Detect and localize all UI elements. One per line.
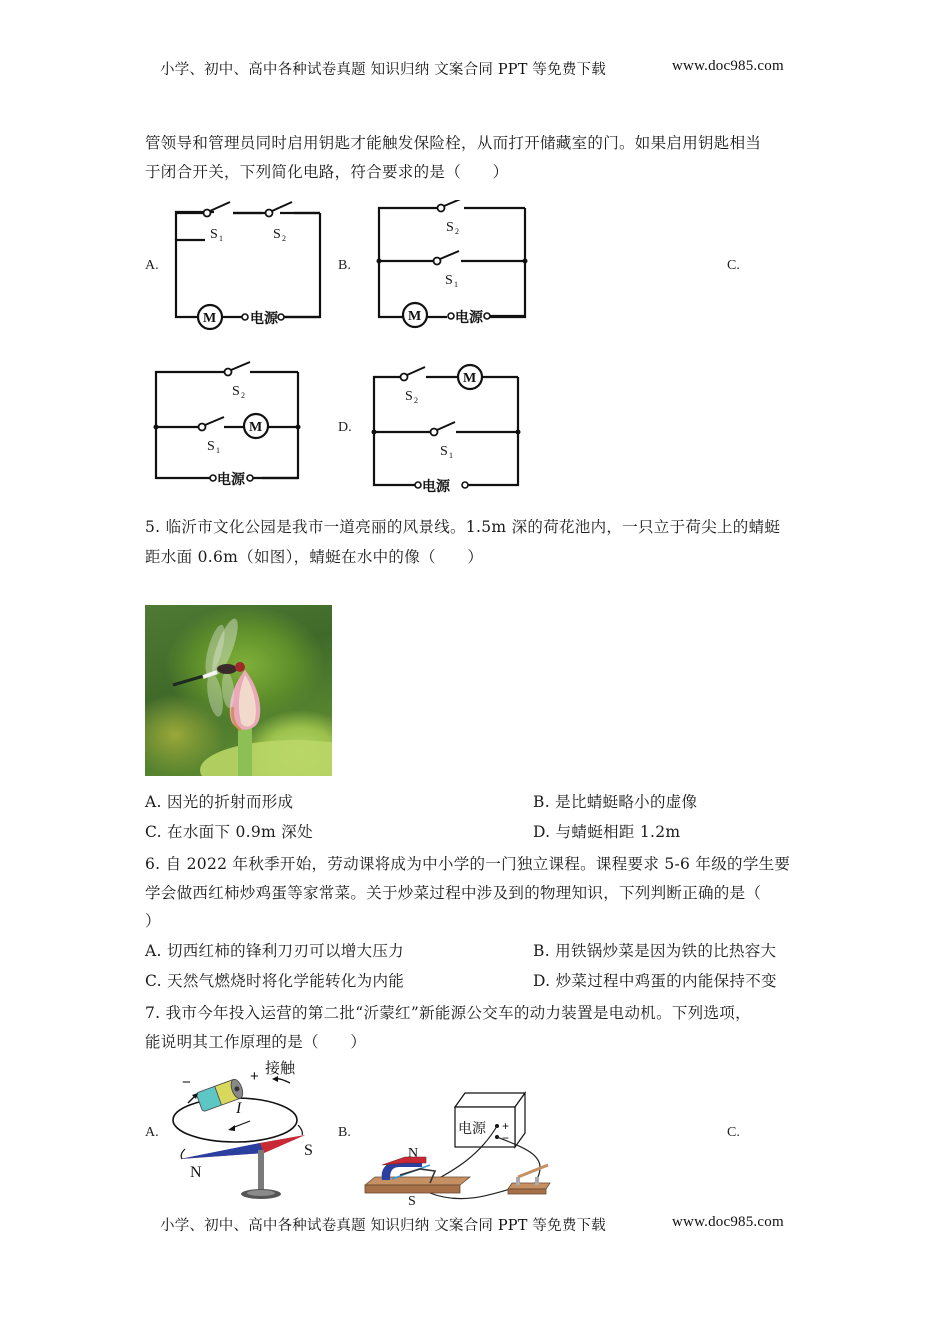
q5-option-c[interactable]: C. 在水面下 0.9m 深处 (145, 823, 313, 841)
contact-label: 接触 (265, 1059, 296, 1077)
svg-text:S: S (304, 1142, 313, 1159)
page-footer (160, 1214, 784, 1235)
svg-text:2: 2 (414, 396, 418, 405)
q5-option-d[interactable]: D. 与蜻蜓相距 1.2m (533, 823, 681, 841)
s1-label: S (210, 227, 218, 242)
q4-stem-line2: 于闭合开关，下列简化电路，符合要求的是（ ） (145, 163, 509, 181)
svg-text:1: 1 (219, 234, 223, 243)
q4-option-a-circuit (170, 200, 330, 330)
svg-text:2: 2 (282, 234, 286, 243)
svg-text:电源: 电源 (422, 479, 450, 495)
q5-dragonfly-photo (145, 605, 332, 776)
q6-stem-line1: 6. 自 2022 年秋季开始，劳动课将成为中小学的一门独立课程。课程要求 5-6 年级的学生要 (145, 855, 791, 873)
q6-option-d[interactable]: D. 炒菜过程中鸡蛋的内能保持不变 (533, 972, 777, 990)
q5-stem-line2: 距水面 0.6m（如图），蜻蜓在水中的像（ ） (145, 548, 484, 566)
q7-option-b-motor-apparatus (360, 1085, 560, 1205)
svg-text:S: S (446, 220, 454, 235)
svg-text:1: 1 (454, 280, 458, 289)
power-source-label: 电源 (250, 311, 278, 327)
svg-text:M: M (408, 309, 422, 324)
q4-option-a-label[interactable]: A. (145, 258, 159, 273)
svg-text:2: 2 (455, 227, 459, 236)
header-text: 小学、初中、高中各种试卷真题 知识归纳 文案合同 PPT 等免费下载 (160, 62, 606, 78)
q4-option-d-circuit (370, 360, 530, 495)
svg-text:S: S (440, 444, 448, 459)
svg-text:S: S (405, 389, 413, 404)
page-header (160, 58, 784, 79)
svg-text:电源: 电源 (217, 472, 245, 488)
q6-option-a[interactable]: A. 切西红柿的锋利刀刃可以增大压力 (145, 942, 404, 960)
footer-url[interactable]: www.doc985.com (672, 1214, 784, 1230)
svg-text:1: 1 (216, 446, 220, 455)
svg-text:S: S (445, 273, 453, 288)
q4-option-c-label[interactable]: C. (727, 258, 740, 273)
svg-text:+: + (250, 1068, 259, 1085)
s2-label: S (273, 227, 281, 242)
svg-text:电源: 电源 (455, 310, 483, 326)
svg-text:N: N (190, 1164, 202, 1181)
footer-text: 小学、初中、高中各种试卷真题 知识归纳 文案合同 PPT 等免费下载 (160, 1218, 606, 1234)
q4-option-b-label[interactable]: B. (338, 258, 351, 273)
q7-stem-line2: 能说明其工作原理的是（ ） (145, 1033, 367, 1051)
q6-option-c[interactable]: C. 天然气燃烧时将化学能转化为内能 (145, 972, 405, 990)
q4-stem-line1: 管领导和管理员同时启用钥匙才能触发保险栓，从而打开储藏室的门。如果启用钥匙相当 (145, 134, 762, 152)
q7-stem-line1: 7. 我市今年投入运营的第二批“沂蒙红”新能源公交车的动力装置是电动机。下列选项， (145, 1004, 751, 1022)
q7-option-a-oersted-diagram (160, 1055, 340, 1205)
q4-option-d-label[interactable]: D. (338, 420, 352, 435)
svg-text:M: M (249, 420, 263, 435)
q6-stem-line3: ） (145, 912, 161, 930)
q4-option-b-circuit (375, 200, 535, 330)
q7-option-c-label[interactable]: C. (727, 1125, 740, 1140)
svg-text:M: M (203, 311, 217, 326)
q4-option-c-circuit (150, 358, 310, 488)
q5-option-b[interactable]: B. 是比蜻蜓略小的虚像 (533, 793, 698, 811)
svg-text:−: − (502, 1131, 510, 1145)
q7-option-b-label[interactable]: B. (338, 1125, 351, 1140)
power-box-label: 电源 (458, 1121, 486, 1137)
header-url[interactable]: www.doc985.com (672, 58, 784, 74)
q7-option-a-label[interactable]: A. (145, 1125, 159, 1140)
svg-text:S: S (232, 384, 240, 399)
svg-text:I: I (236, 1100, 242, 1117)
svg-text:M: M (463, 371, 477, 386)
q6-stem-line2: 学会做西红柿炒鸡蛋等家常菜。关于炒菜过程中涉及到的物理知识，下列判断正确的是（ (145, 884, 762, 902)
svg-text:N: N (408, 1146, 419, 1161)
q6-option-b[interactable]: B. 用铁锅炒菜是因为铁的比热容大 (533, 942, 777, 960)
q5-stem-line1: 5. 临沂市文化公园是我市一道亮丽的风景线。1.5m 深的荷花池内，一只立于荷尖上的蜻蜓 (145, 518, 781, 536)
svg-text:1: 1 (449, 451, 453, 460)
svg-text:−: − (182, 1074, 191, 1091)
svg-text:S: S (408, 1194, 416, 1205)
q5-option-a[interactable]: A. 因光的折射而形成 (145, 793, 294, 811)
svg-text:2: 2 (241, 391, 245, 400)
svg-text:+: + (502, 1119, 510, 1133)
svg-text:S: S (207, 439, 215, 454)
